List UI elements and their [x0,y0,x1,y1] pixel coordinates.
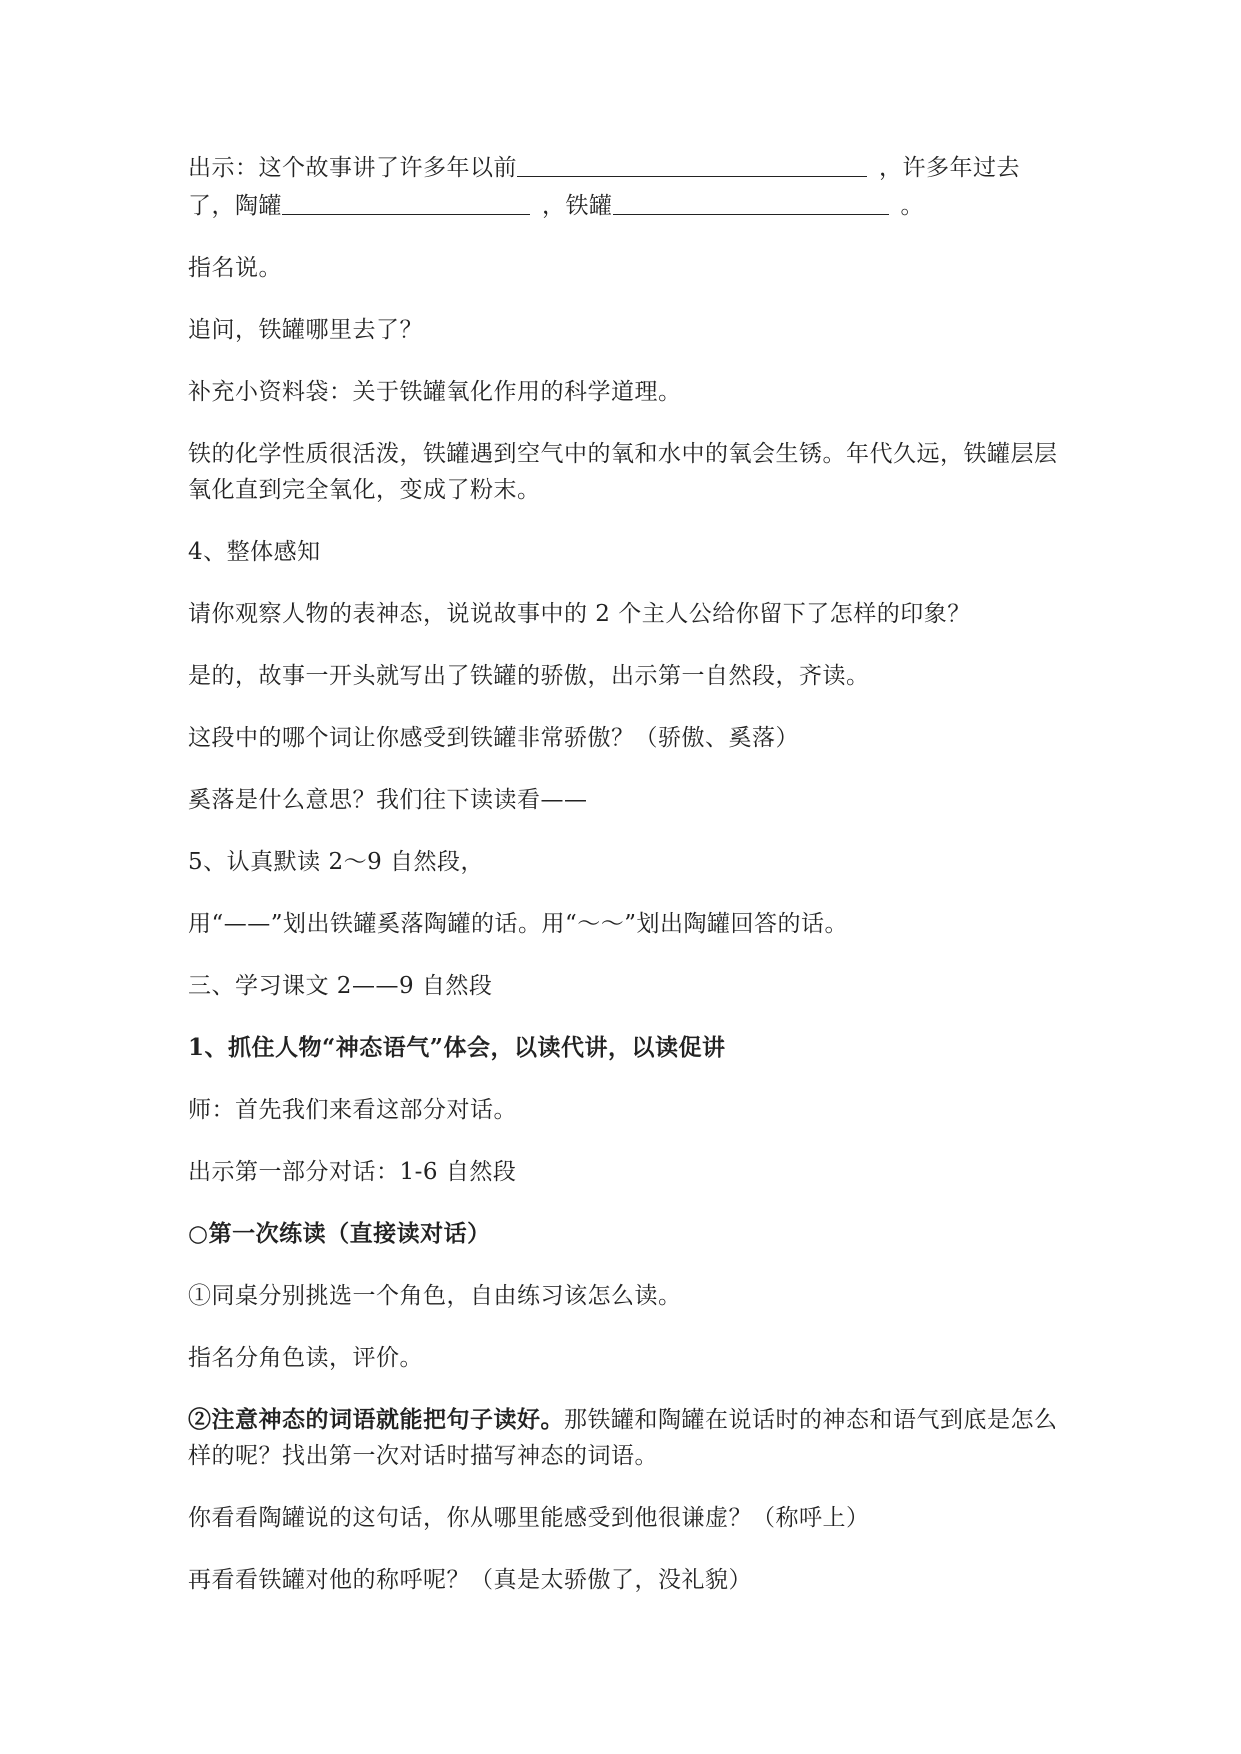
paragraph-20 [188,1402,1058,1474]
prompt-text-1: 出示：这个故事讲了许多年以前 [188,155,517,181]
paragraph-15: 师：首先我们来看这部分对话。 [188,1097,517,1123]
paragraph-22: 再看看铁罐对他的称呼呢？（真是太骄傲了，没礼貌） [188,1567,752,1593]
paragraph-20-bold: ②注意神态的词语就能把句子读好。 [188,1406,564,1433]
paragraph-2: 指名说。 [188,255,282,281]
paragraph-10: 奚落是什么意思？我们往下读读看—— [188,787,588,813]
paragraph-prompt [188,148,1058,224]
section-heading-4: 4、整体感知 [188,539,321,565]
prompt-text-4: 。 [900,193,924,219]
paragraph-9: 这段中的哪个词让你感受到铁罐非常骄傲？（骄傲、奚落） [188,725,799,751]
paragraph-21: 你看看陶罐说的这句话，你从哪里能感受到他很谦虚？（称呼上） [188,1505,870,1531]
fill-blank-1 [517,148,867,177]
document-page [188,148,1058,1598]
paragraph-4: 补充小资料袋：关于铁罐氧化作用的科学道理。 [188,379,682,405]
fill-blank-2 [282,186,530,215]
paragraph-5: 铁的化学性质很活泼，铁罐遇到空气中的氧和水中的氧会生锈。年代久远，铁罐层层氧化直到完全氧化，变成了粉末。 [188,441,1058,503]
paragraph-18: ①同桌分别挑选一个角色，自由练习该怎么读。 [188,1283,682,1309]
paragraph-19: 指名分角色读，评价。 [188,1345,423,1371]
prompt-text-2: ，许多年过去了，陶罐 [188,155,1020,219]
paragraph-7: 请你观察人物的表神态，说说故事中的 2 个主人公给你留下了怎样的印象？ [188,601,971,627]
prompt-text-3: ，铁罐 [542,193,613,219]
fill-blank-3 [613,186,889,215]
subheading-1: 1、抓住人物“神态语气”体会，以读代讲，以读促讲 [188,1034,726,1061]
section-heading-3: 三、学习课文 2——9 自然段 [188,973,493,999]
paragraph-8: 是的，故事一开头就写出了铁罐的骄傲，出示第一自然段，齐读。 [188,663,870,689]
paragraph-12: 用“——”划出铁罐奚落陶罐的话。用“～～”划出陶罐回答的话。 [188,911,849,937]
paragraph-20-rest: 那铁罐和陶罐在说话时的神态和语气到底是怎么样的呢？找出第一次对话时描写神态的词语。 [188,1407,1058,1469]
section-heading-5: 5、认真默读 2～9 自然段， [188,849,485,875]
paragraph-3: 追问，铁罐哪里去了？ [188,317,423,343]
subheading-practice-1: ○第一次练读（直接读对话） [188,1220,491,1247]
paragraph-16: 出示第一部分对话：1-6 自然段 [188,1159,517,1185]
